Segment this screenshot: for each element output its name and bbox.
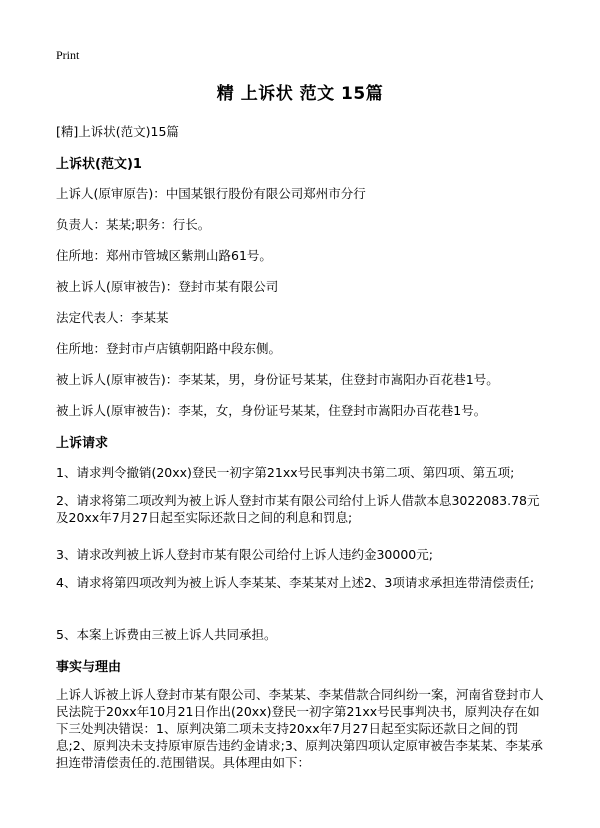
section-heading-facts: 事实与理由 [56, 660, 122, 675]
document-title: 精 上诉状 范文 15篇 [216, 84, 384, 104]
print-label[interactable]: Print [56, 48, 80, 62]
party-line: 被上诉人(原审被告)：登封市某有限公司 [56, 279, 279, 294]
section-heading-appeal: 上诉状(范文)1 [56, 157, 142, 172]
request-item: 5、本案上诉费由三被上诉人共同承担。 [56, 627, 277, 642]
request-item: 2、请求将第二项改判为被上诉人登封市某有限公司给付上诉人借款本息3022083.78元及20xx年7月27日起至实际还款日之间的利息和罚息; [56, 493, 540, 525]
request-item: 4、请求将第四项改判为被上诉人李某某、李某某对上述2、3项请求承担连带清偿责任; [56, 575, 535, 590]
facts-paragraph: 上诉人诉被上诉人登封市某有限公司、李某某、李某借款合同纠纷一案，河南省登封市人民法院于20xx年10月21日作出(20xx)登民一初字第21xx号民事判决书，原判决存在如下三处判决错误：1、原判决第二项未支持20xx年7月27日起至实际还款日之间的罚息;2、原判决未支持原审原告违约金请求;3、原判决第四项认定原审被告李某某、李某承担连带清偿责任的.范围错误。具体理由如下： [56, 687, 544, 770]
section-heading-requests: 上诉请求 [56, 436, 109, 451]
party-line: 负责人：某某;职务：行长。 [56, 217, 211, 232]
document-subtitle: [精]上诉状(范文)15篇 [56, 124, 179, 139]
party-line: 上诉人(原审原告)：中国某银行股份有限公司郑州市分行 [56, 186, 366, 201]
party-line: 法定代表人：李某某 [56, 310, 169, 325]
party-line: 被上诉人(原审被告)：李某，女，身份证号某某，住登封市嵩阳办百花巷1号。 [56, 403, 487, 418]
request-item: 1、请求判令撤销(20xx)登民一初字第21xx号民事判决书第二项、第四项、第五项; [56, 465, 515, 480]
party-line: 住所地：登封市卢店镇朝阳路中段东侧。 [56, 341, 282, 356]
request-item: 3、请求改判被上诉人登封市某有限公司给付上诉人违约金30000元; [56, 547, 433, 562]
party-line: 住所地：郑州市管城区紫荆山路61号。 [56, 248, 272, 263]
party-line: 被上诉人(原审被告)：李某某，男，身份证号某某，住登封市嵩阳办百花巷1号。 [56, 372, 499, 387]
